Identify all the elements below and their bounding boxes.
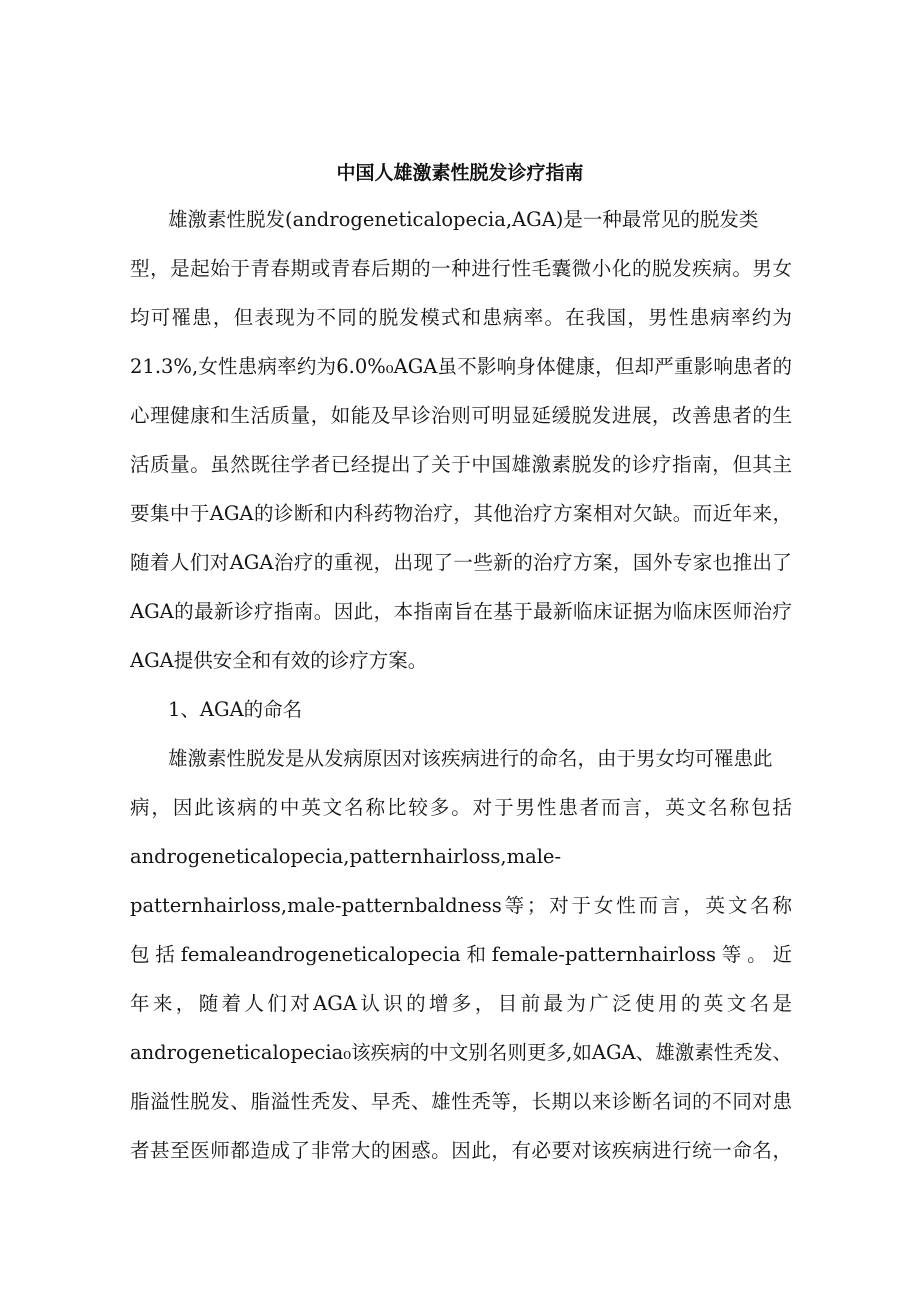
paragraph-line: 雄激素性脱发是从发病原因对该疾病进行的命名，由于男女均可罹患此 [168, 747, 773, 770]
paragraph-line: AGA提供安全和有效的诊疗方案。 [130, 649, 428, 672]
paragraph-line: 心理健康和生活质量，如能及早诊治则可明显延缓脱发进展，改善患者的生 [130, 404, 792, 427]
paragraph-line: 脂溢性脱发、脂溢性秃发、早秃、雄性秃等，长期以来诊断名词的不同对患 [130, 1090, 792, 1113]
document-title: 中国人雄激素性脱发诊疗指南 [336, 162, 584, 184]
paragraph-line: 21.3%,女性患病率约为6.0%₀AGA虽不影响身体健康，但却严重影响患者的 [130, 355, 792, 378]
paragraph-line: 随着人们对AGA治疗的重视，出现了一些新的治疗方案，国外专家也推出了 [130, 551, 792, 574]
paragraph-line: patternhairloss,male-patternbaldness等；对于女性而言，英文名称 [130, 894, 792, 917]
paragraph-line: 活质量。虽然既往学者已经提出了关于中国雄激素脱发的诊疗指南，但其主 [130, 453, 792, 476]
paragraph-line: 包括femaleandrogeneticalopecia和female-patternhairloss等。近 [130, 943, 792, 966]
paragraph-line: 病，因此该病的中英文名称比较多。对于男性患者而言，英文名称包括 [130, 796, 792, 819]
paragraph-line: 年来，随着人们对AGA认识的增多，目前最为广泛使用的英文名是 [130, 992, 792, 1015]
paragraph-line: 型，是起始于青春期或青春后期的一种进行性毛囊微小化的脱发疾病。男女 [130, 257, 792, 280]
paragraph-line: 雄激素性脱发(androgeneticalopecia,AGA)是一种最常见的脱发类 [168, 208, 759, 231]
paragraph-line: 者甚至医师都造成了非常大的困惑。因此，有必要对该疾病进行统一命名， [130, 1139, 792, 1162]
paragraph-line: 要集中于AGA的诊断和内科药物治疗，其他治疗方案相对欠缺。而近年来， [130, 502, 792, 525]
paragraph-line: androgeneticalopecia₀该疾病的中文别名则更多,如AGA、雄激素性秃发、 [130, 1041, 792, 1064]
paragraph-line: AGA的最新诊疗指南。因此，本指南旨在基于最新临床证据为临床医师治疗 [130, 600, 792, 623]
paragraph-line: 均可罹患，但表现为不同的脱发模式和患病率。在我国，男性患病率约为 [130, 306, 792, 329]
section-heading: 1、AGA的命名 [168, 698, 303, 721]
paragraph-line: androgeneticalopecia,patternhairloss,male- [130, 845, 562, 868]
